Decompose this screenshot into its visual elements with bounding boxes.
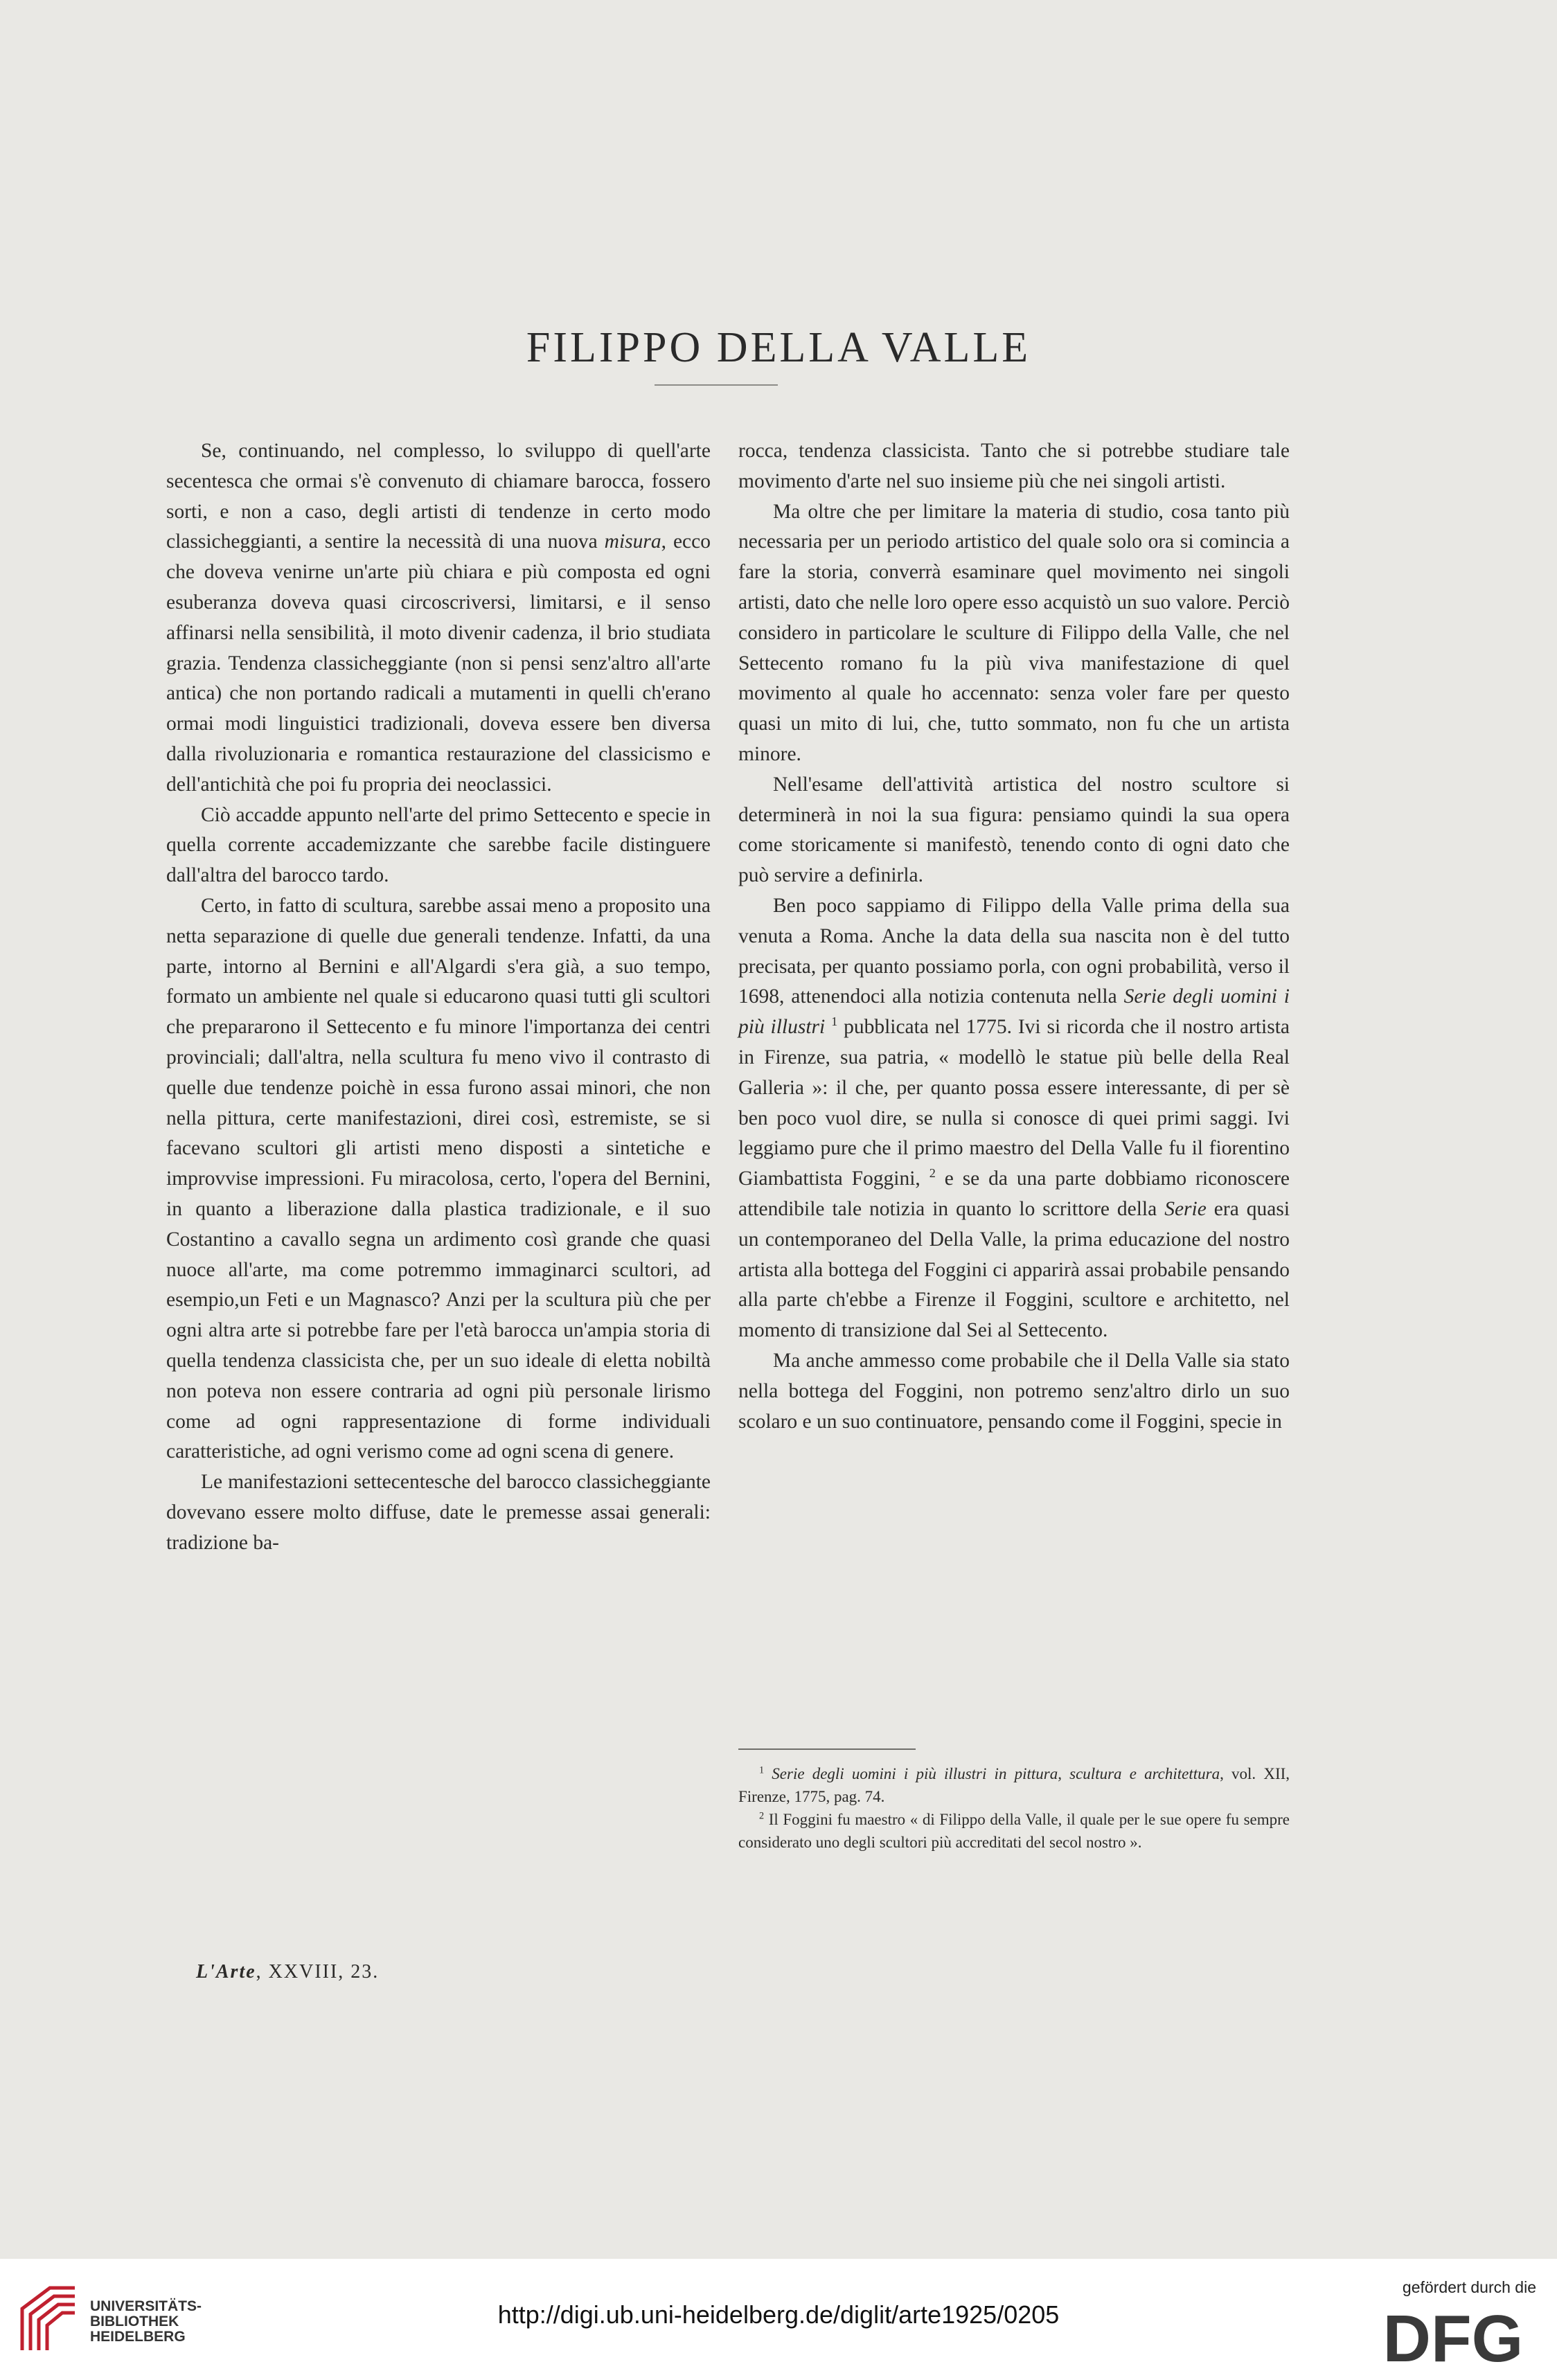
paragraph: Se, continuando, nel complesso, lo sviluppo di quell'arte secentesca che ormai s'è convenuto di chiamare barocca, fossero sorti, e non a caso, degli artisti di tendenze in certo modo classicheggianti, a sentire la necessità di una nuova misura, ecco che doveva venirne un'arte più chiara e più composta ed ogni esuberanza doveva quasi circoscriversi, limitarsi, e il senso affinarsi nella sensibilità, il moto divenir cadenza, il brio studiata grazia. Tendenza classicheggiante (non si pensi senz'altro all'arte antica) che non portando radicali a mutamenti in quelli ch'erano ormai modi linguistici tradizionali, doveva essere ben diversa dalla rivoluzionaria e romantica restaurazione del classicismo e dell'antichità che poi fu propria dei neoclassici. (166, 440, 711, 796)
paragraph: Ma anche ammesso come probabile che il Della Valle sia stato nella bottega del Foggini, non potremo senz'altro dirlo un suo scolaro e un suo continuatore, pensando come il Foggini, specie in (738, 1349, 1290, 1433)
footnote-rule (738, 1748, 916, 1750)
paragraph: Ben poco sappiamo di Filippo della Valle prima della sua venuta a Roma. Anche la data della sua nascita non è del tutto precisata, per quanto possiamo porla, con ogni probabilità, verso il 1698, attenendoci alla notizia contenuta nella Serie degli uomini i più illustri $^1$ pubblicata nel 1775. Ivi si ricorda che il nostro artista in Firenze, sua patria, « modellò le statue più belle della Real Galleria »: il che, per quanto possa essere interessante, di per sè ben poco vuol dire, se nulla si conosce di quei primi saggi. Ivi leggiamo pure che il primo maestro del Della Valle fu il fiorentino Giambattista Foggini, $^2$ e se da una parte dobbiamo riconoscere attendibile tale notizia in quanto lo scrittore della Serie era quasi un contemporaneo del Della Valle, la prima educazione del nostro artista alla bottega del Foggini ci apparirà assai probabile pensando alla parte ch'ebbe a Firenze il Foggini, scultore e architetto, nel momento di transizione dal Sei al Settecento. (738, 894, 1290, 1342)
university-name: UNIVERSITÄTS- BIBLIOTHEK HEIDELBERG (90, 2298, 202, 2345)
source-url-link[interactable]: http://digi.ub.uni-heidelberg.de/diglit/arte1925/0205 (497, 2300, 1060, 2329)
paragraph: Certo, in fatto di scultura, sarebbe assai meno a proposito una netta separazione di quelle due generali tendenze. Infatti, da una parte, intorno al Bernini e all'Algardi s'era già, a suo tempo, formato un ambiente nel quale si educarono quasi tutti gli scultori che prepararono il Settecento e fu minore l'importanza dei centri provinciali; dall'altra, nella scultura fu meno vivo il contrasto di quelle due tendenze poichè in essa furono assai minori, che non nella pittura, certe manifestazioni, direi così, estremiste, se si facevano scultori gli artisti meno disposti a sintetiche e improvvise impressioni. Fu miracolosa, certo, l'opera del Bernini, in quanto a liberazione dalla plastica tradizionale, e il suo Costantino a cavallo segna un ardimento così grande che quasi nuoce all'arte, ma come potremmo immaginarci scultori, ad esempio,un Feti e un Magnasco? Anzi per la scultura più che per ogni altra arte si potrebbe fare per l'età barocca un'ampia storia di quella tendenza classicista che, per un suo ideale di eletta nobiltà non poteva non essere contraria ad ogni più personale lirismo come ad ogni rappresentazione di forme individuali caratteristiche, ad ogni verismo come ad ogni scena di genere. (166, 894, 711, 1463)
paragraph: Nell'esame dell'attività artistica del nostro scultore si determinerà in noi la sua figura: pensiamo quindi la sua opera come storicamente si manifestò, tenendo conto di ogni dato che può servire a definirla. (738, 773, 1290, 887)
footnote-ref: 1 (831, 1014, 838, 1029)
funded-by-text: gefördert durch die (1402, 2278, 1536, 2296)
italic-term: misura (604, 530, 661, 553)
footer-bar (0, 2259, 1557, 2380)
paragraph: rocca, tendenza classicista. Tanto che si potrebbe studiare tale movimento d'arte nel suo insieme più che nei singoli artisti. (738, 440, 1290, 492)
svg-text:DFG: DFG (1382, 2307, 1524, 2370)
italic-title: Serie (1164, 1197, 1207, 1220)
italic-title: Serie degli uomini i più illustri (738, 985, 1290, 1039)
footnote-ref: 2 (929, 1166, 936, 1181)
paragraph: Ciò accadde appunto nell'arte del primo Settecento e specie in quella corrente accademizzante che sarebbe facile distinguere dall'altra del barocco tardo. (166, 803, 711, 887)
paragraph: Ma oltre che per limitare la materia di studio, cosa tanto più necessaria per un periodo artistico del quale solo ora si comincia a fare la storia, converrà esaminare quel movimento nei singoli artisti, dato che nelle loro opere esso acquistò un suo valore. Perciò considero in particolare le sculture di Filippo della Valle, che nel Settecento romano fu la più viva manifestazione di quel movimento al quale ho accennato: senza voler fare per questo quasi un mito di lui, che, tutto sommato, non fu che un artista minore. (738, 500, 1290, 765)
page-reference: L'Arte, XXVIII, 23. (196, 1961, 380, 1983)
left-column (166, 436, 711, 1558)
paragraph: Le manifestazioni settecentesche del barocco classicheggiante dovevano essere molto diffuse, date le premesse assai generali: tradizione ba- (166, 1471, 711, 1554)
title-rule (655, 384, 778, 386)
footnote: $^2$ Il Foggini fu maestro « di Filippo della Valle, il quale per le sue opere fu sempre considerato uno degli scultori più accreditati del secol nostro ». (738, 1810, 1290, 1851)
footnotes (738, 1762, 1290, 1854)
footnote: $^1$ Serie degli uomini i più illustri in pittura, scultura e architettura, vol. XII, Firenze, 1775, pag. 74. (738, 1764, 1290, 1805)
dfg-logo-icon[interactable] (1370, 2307, 1536, 2370)
article-title: FILIPPO DELLA VALLE (526, 323, 1031, 371)
right-column (738, 436, 1290, 1437)
